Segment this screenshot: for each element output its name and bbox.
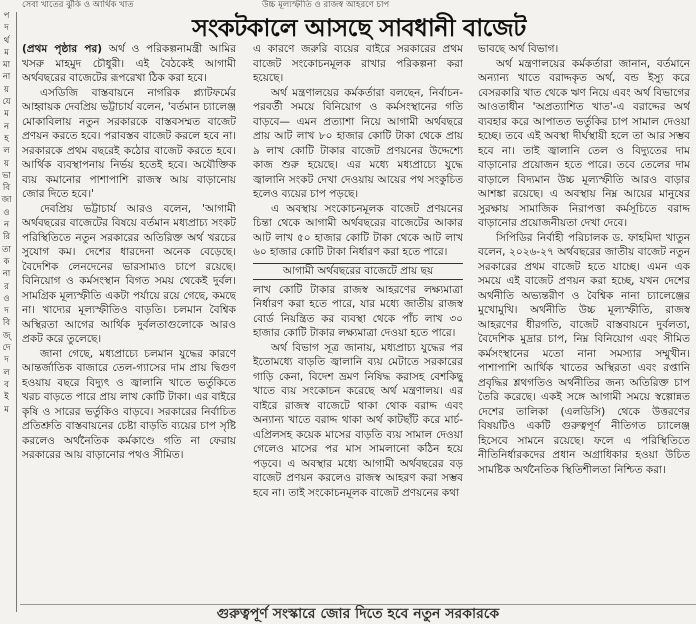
edge-char: ম	[4, 404, 9, 415]
column-divider	[16, 12, 17, 612]
edge-char: ন	[3, 121, 10, 132]
top-line-right: উচ্চ মূল্যস্ফীতি ও রাজস্ব আহরণে চাপ	[262, 0, 390, 10]
edge-char: বি	[2, 183, 11, 194]
bottom-headline: গুরুত্বপূর্ণ সংস্কারে জোর দিতে হবে নতুন সরকারকে	[216, 606, 500, 622]
top-line-left: সেবা খাতের ঝুঁকি ও আর্থিক খাত	[22, 0, 134, 10]
article-column-1	[22, 42, 236, 602]
continuation-tag: (প্রথম পৃষ্ঠার পর)	[22, 43, 103, 55]
paragraph: অর্থ মন্ত্রণালয়ের কর্মকর্তারা জানান, বর্তমানে অন্যান্য খাতে বরাদ্দকৃত অর্থ, বন্ড ইস্যু করে বেসরকারি খাত থেকে ঋণ নিয়ে এবং অর্থ বিভাগের আওতাধীন 'অপ্রত্যাশিত খাত'-এ বরাদ্দের অর্থ ব্যবহার করে আপাতত ভর্তুকির চাপ সামাল দেওয়া হচ্ছে। তবে এই অবস্থা দীর্ঘস্থায়ী হলে তা আর সম্ভব হবে না। তাই জ্বালানি তেল ও বিদ্যুতের দাম বাড়ানোর প্রয়োজন হতে পারে। তবে তেলের দাম বাড়ালে বিদ্যমান উচ্চ মূল্যস্ফীতি আরও বাড়ার আশঙ্কা রয়েছে। এ অবস্থায় নিম্ন আয়ের মানুষের সুরক্ষায় সামাজিক নিরাপত্তা কর্মসূচিতে বরাদ্দ বাড়ানোর প্রয়োজনীয়তা দেখা দেবে।	[478, 57, 690, 229]
edge-char: ও	[3, 293, 10, 304]
edge-char: জ্	[2, 330, 11, 341]
paragraph: ভাবছে অর্থ বিভাগ।	[478, 43, 559, 55]
edge-char: য়	[3, 158, 9, 169]
edge-char: না	[2, 72, 11, 83]
edge-char: ন	[3, 220, 10, 231]
paragraph: সিপিডির নির্বাহী পরিচালক ড. ফাহমিদা খাতুন বলেন, ২০২৬-২৭ অর্থবছরের জাতীয় বাজেট নতুন সরকারের প্রথম বাজেট হতে যাচ্ছে। এমন এক সময়ে এই বাজেট প্রণয়ন করা হচ্ছে, যখন দেশের অর্থনীতি অভ্যন্তরীণ ও বৈশ্বিক নানা চ্যালেঞ্জের মুখোমুখি। অর্থনীতি উচ্চ মূল্যস্ফীতি, রাজস্ব আহরণের ধীরগতি, বাজেট বাস্তবায়নে দুর্বলতা, বৈদেশিক মুদ্রার চাপ, নিম্ন বিনিয়োগ এবং সীমিত কর্মসংস্থানের মতো নানা সমস্যার সম্মুখীন। পাশাপাশি আর্থিক খাতের অস্থিরতা এবং রপ্তানি প্রবৃদ্ধির শ্লথগতিও অর্থনীতির জন্য অতিরিক্ত চাপ তৈরি করেছে। একই সঙ্গে আগামী সময়ে স্বল্পোন্নত দেশের তালিকা (এলডিসি) থেকে উত্তরণের বিষয়টিও একটি গুরুত্বপূর্ণ নীতিগত চ্যালেঞ্জ হিসেবে সামনে রয়েছে। ফলে এ পরিস্থিতিতে নীতিনির্ধারকদের প্রধান অগ্রাধিকার হওয়া উচিত সামষ্টিক অর্থনৈতিক স্থিতিশীলতা নিশ্চিত করা।	[478, 231, 690, 476]
edge-char: ভা	[2, 170, 11, 181]
edge-char: তা	[2, 244, 11, 255]
pull-quote: আগামী অর্থবছরের বাজেটে প্রায় ছয়	[253, 263, 463, 280]
edge-char: ও	[3, 207, 10, 218]
edge-char: বি	[2, 318, 11, 329]
edge-char: রি	[2, 232, 11, 243]
edge-char: ল	[3, 367, 10, 378]
edge-char: দ	[4, 355, 9, 366]
left-edge-clipped-column	[1, 10, 12, 623]
paragraph: অর্থ বিভাগ সূত্র জানায়, মধ্যপ্রাচ্য যুদ্ধের পর ইতোমধ্যে বাড়তি জ্বালানি ব্যয় মেটাতে সরকারের গাড়ি কেনা, বিদেশ ভ্রমণ নিষিদ্ধ করাসহ বেশকিছু খাতে ব্যয় সংকোচন করেছে অর্থ মন্ত্রণালয়। এর বাইরে রাজস্ব বাজেটে থাকা থোক বরাদ্দ এবং অন্যান্য খাতে বরাদ্দ থাকা অর্থ কাটছাঁট করে মার্চ-এপ্রিলসহ কয়েক মাসের বাড়তি ব্যয় সামাল দেওয়া গেলেও মাসের পর মাস সামলানো কঠিন হয়ে পড়বে। এ অবস্থার মধ্যে আগামী অর্থবছরের বড় বাজেট প্রণয়ন করলেও রাজস্ব আহরণ করা সম্ভব হবে না। তাই সংকোচনমূলক বাজেট প্রণয়নের কথা	[253, 341, 463, 499]
edge-char: দ	[4, 306, 9, 317]
paragraph: এ অবস্থায় সংকোচনমূলক বাজেট প্রণয়নের চিন্তা থেকে আগামী অর্থবছরের বাজেটের আকার আট লাখ ৫০ হাজার কোটি টাকা থেকে আট লাখ ৬০ হাজার কোটি টাকা নির্ধারণ করা হতে পারে।	[253, 202, 463, 258]
edge-char: দ	[4, 23, 9, 34]
paragraph: এসডিজি বাস্তবায়নে নাগরিক প্ল্যাটফর্মের আহ্বায়ক দেবপ্রিয় ভট্টাচার্য বলেন, 'বর্তমান চ্যালেঞ্জ মোকাবিলায় নতুন সরকারকে বাস্তবসম্মত বাজেট প্রণয়ন করতে হবে। পরাবস্তব বাজেট করলে হবে না। সরকারকে প্রথম বছরেই কঠোর বাজেট করতে হবে। আর্থিক ব্যবস্থাপনায় নির্ভয় হতেই হবে। অযৌক্তিক ব্যয় কমানোর পাশাপাশি রাজস্ব আয় বাড়ানোয় জোর দিতে হবে।'	[22, 86, 236, 200]
paragraph: লাখ কোটি টাকার রাজস্ব আহরণের লক্ষ্যমাত্রা নির্ধারণ করা হতে পারে, যার মধ্যে জাতীয় রাজস্ব বোর্ড নিয়ন্ত্রিত কর ব্যবস্থা থেকে পাঁচ লাখ ৩০ হাজার কোটি টাকার লক্ষ্যমাত্রা দেওয়া হতে পারে।	[253, 283, 463, 339]
paragraph	[22, 42, 236, 86]
edge-char: র	[4, 281, 9, 292]
paragraph: জানা গেছে, মধ্যপ্রাচ্যে চলমান যুদ্ধের কারণে আন্তর্জাতিক বাজারে তেল-গ্যাসের দাম প্রায় দ্বিগুণ হওয়ায় বছরে বিদ্যুৎ ও জ্বালানি খাতে ভর্তুকিতে খরচ বাড়তে পারে প্রায় লাখ কোটি টাকা। এর বাইরে কৃষি ও সারের ভর্তুকিও বাড়বে। সরকারের নির্বাচিত প্রতিশ্রুতি বাস্তবায়নের চেষ্টা বাড়তি ব্যয়ের চাপ সৃষ্টি করলেও অর্থনৈতিক কর্মকাণ্ডে গতি না ফেরায় সরকারের আয় বাড়ানোর পথও সীমিত।	[22, 347, 236, 461]
edge-char: জা	[1, 195, 12, 206]
edge-char: য়	[3, 84, 9, 95]
edge-char: মা	[2, 60, 11, 71]
edge-char: ম	[4, 109, 9, 120]
edge-char: ব	[4, 379, 9, 390]
edge-char: হ	[4, 133, 9, 144]
edge-char: ল	[3, 146, 10, 157]
edge-char: প	[3, 11, 10, 21]
edge-char: ম	[4, 47, 9, 58]
edge-char: ই	[4, 392, 9, 403]
edge-char: দে	[2, 343, 11, 354]
article-column-3	[478, 42, 690, 602]
edge-char: ক	[3, 256, 10, 267]
edge-char: যে	[2, 97, 11, 108]
paragraph: দেবপ্রিয় ভট্টাচার্য আরও বলেন, 'আগামী অর্থবছরের বাজেটের বিষয়ে বর্তমান মধ্যপ্রাচ্য সংকট পরিস্থিতিতে নতুন সরকারের অতিরিক্ত অর্থ খরচের সুযোগ কম। দেশের ধারদেনা অনেক বেড়েছে। বৈদেশিক লেনদেনের ভারসাম্যও চাপে রয়েছে। বিনিয়োগ ও কর্মসংস্থান বিগত সময় থেকেই দুর্বল। সামগ্রিক মূল্যস্ফীতি একটা পর্যায়ে রয়ে গেছে, কমছে না। খাদ্যের মূল্যস্ফীতিও বাড়তি। চলমান বৈশ্বিক অস্থিরতা আগের আর্থিক দুর্বলতাগুলোকে আরও প্রকট করে তুলেছে।	[22, 202, 236, 345]
edge-char: র্থ	[3, 35, 10, 46]
next-article-headline-clipped	[20, 604, 696, 624]
paragraph: এ কারণে জরুরি ব্যয়ের বাইরে সরকারের প্রথম বাজেট সংকোচনমূলক রাখার পরিকল্পনা করা হয়েছে।	[253, 43, 463, 84]
article-headline: সংকটকালে আসছে সাবধানী বাজেট	[192, 13, 526, 42]
paragraph: অর্থ মন্ত্রণালয়ের কর্মকর্তারা বলছেন, নির্বাচন-পরবর্তী সময়ে বিনিয়োগ ও কর্মসংস্থানের গতি বাড়বে— এমন প্রত্যাশা নিয়ে আগামী অর্থবছরে প্রায় আট লাখ ৮০ হাজার কোটি টাকা থেকে প্রায় ৯ লাখ কোটি টাকার বাজেট প্রণয়নের উদ্দেশ্যে কাজ শুরু হয়েছে। এর মধ্যে মধ্যপ্রাচ্যে যুদ্ধে জ্বালানি সংকট দেখা দেওয়ায় আয়ের পথ সংকুচিত হলেও ব্যয়ের চাপ পড়ছে।	[253, 86, 463, 200]
paragraph-text: অর্থ ও পরিকল্পনামন্ত্রী আমির খসরু মাহমুদ চৌধুরী। এই বৈঠকেই আগামী অর্থবছরের বাজেটের রূপরেখা ঠিক করা হবে।	[22, 43, 236, 84]
edge-char: না	[2, 269, 11, 280]
article-column-2	[253, 42, 463, 602]
